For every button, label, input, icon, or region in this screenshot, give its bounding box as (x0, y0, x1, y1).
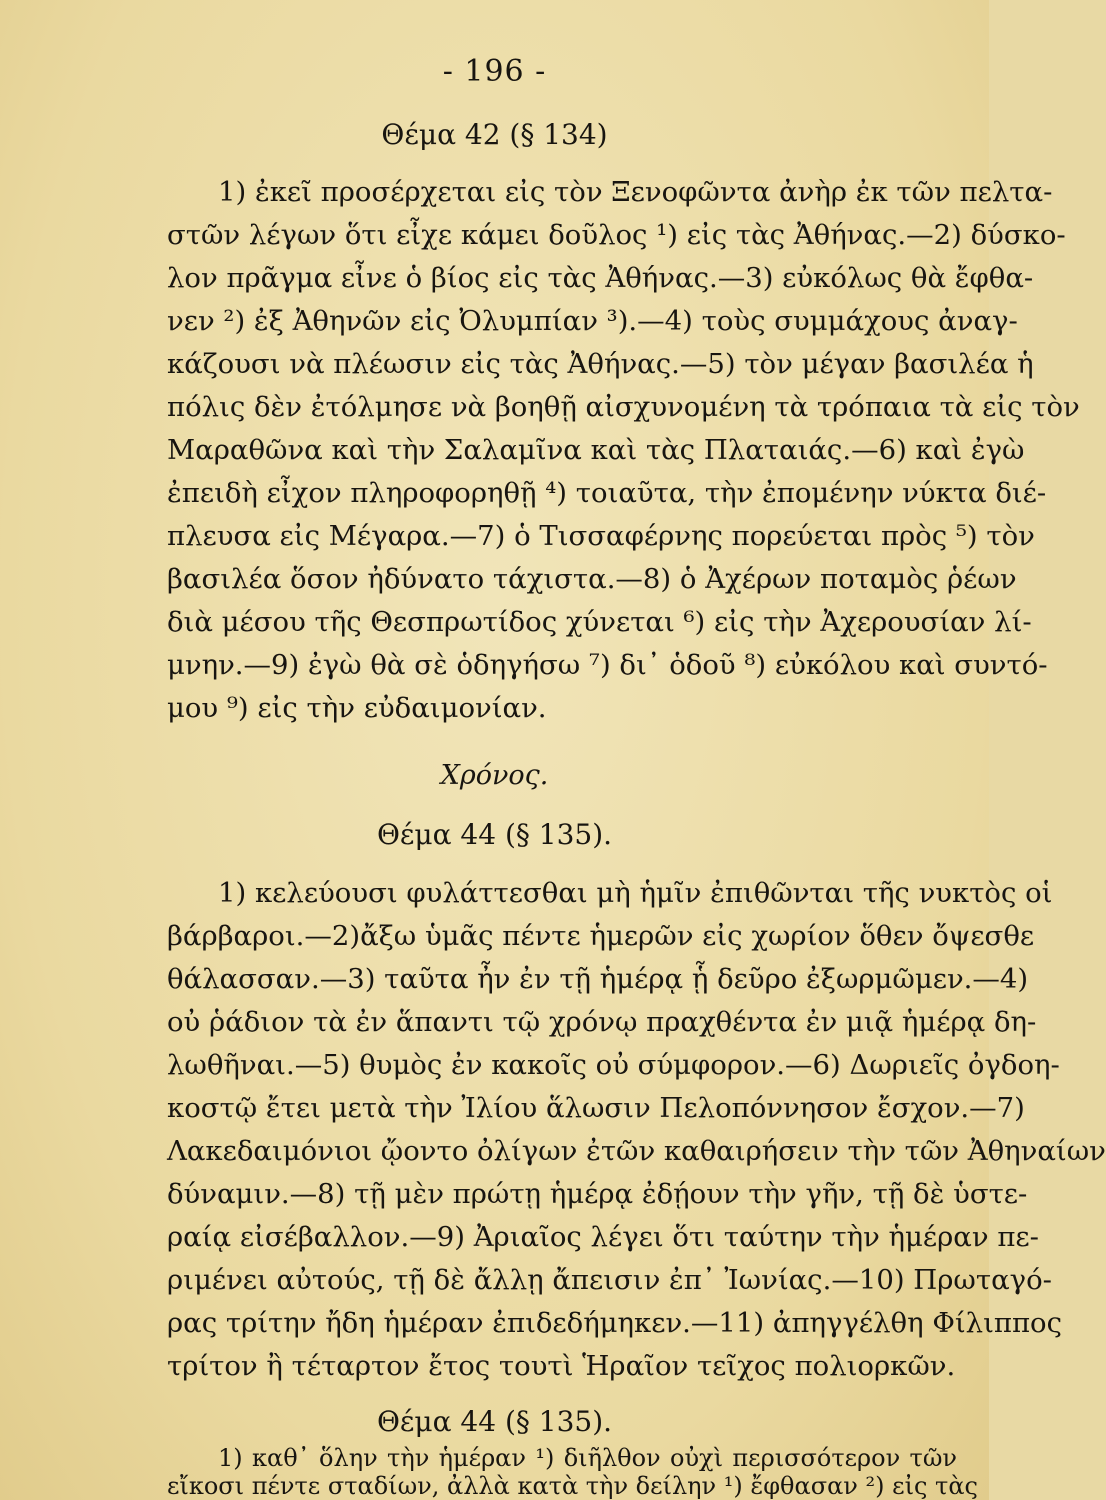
text-line: τρίτον ἢ τέταρτον ἔτος τουτὶ Ἡραῖον τεῖχος πολιορκῶν. (167, 1350, 956, 1382)
text-line: δύναμιν.—8) τῇ μὲν πρώτῃ ἡμέρᾳ ἐδῄουν τὴν γῆν, τῇ δὲ ὑστε- (167, 1178, 1028, 1210)
text-line: ραίᾳ εἰσέβαλλον.—9) Ἀριαῖος λέγει ὅτι ταύτην τὴν ἡμέραν πε- (167, 1221, 1039, 1253)
text-line: κάζουσι νὰ πλέωσιν εἰς τὰς Ἀθήνας.—5) τὸν μέγαν βασιλέα ἡ (167, 348, 1034, 380)
text-line: στῶν λέγων ὅτι εἶχε κάμει δοῦλος ¹) εἰς τὰς Ἀθήνας.—2) δύσκο- (167, 219, 1066, 251)
text-line: εἴκοσι πέντε σταδίων, ἀλλὰ κατὰ τὴν δείλην ¹) ἔφθασαν ²) εἰς τὰς (167, 1472, 978, 1500)
text-line: μνην.—9) ἐγὼ θὰ σὲ ὁδηγήσω ⁷) δι᾽ ὁδοῦ ⁸) εὐκόλου καὶ συντό- (167, 649, 1048, 681)
text-line: ριμένει αὐτούς, τῇ δὲ ἄλλῃ ἄπεισιν ἐπ᾽ Ἰωνίας.—10) Πρωταγό- (167, 1264, 1052, 1296)
text-line: λον πρᾶγμα εἶνε ὁ βίος εἰς τὰς Ἀθήνας.—3) εὐκόλως θὰ ἔφθα- (167, 262, 1034, 294)
text-line: διὰ μέσου τῆς Θεσπρωτίδος χύνεται ⁶) εἰς τὴν Ἀχερουσίαν λί- (167, 606, 1032, 638)
text-line: νεν ²) ἐξ Ἀθηνῶν εἰς Ὀλυμπίαν ³).—4) τοὺς συμμάχους ἀναγ- (167, 305, 1018, 337)
text-line: Μαραθῶνα καὶ τὴν Σαλαμῖνα καὶ τὰς Πλαταιάς.—6) καὶ ἐγὼ (167, 434, 1025, 466)
section-heading-theme-44-second: Θέμα 44 (§ 135). (376, 1405, 613, 1438)
text-line: 1) καθ᾽ ὅλην τὴν ἡμέραν ¹) διῆλθον οὐχὶ περισσότερον τῶν (218, 1444, 957, 1472)
text-line: ρας τρίτην ἤδη ἡμέραν ἐπιδεδήμηκεν.—11) ἀπηγγέλθη Φίλιππος (167, 1307, 1062, 1339)
section-heading-theme-44: Θέμα 44 (§ 135). (376, 818, 613, 851)
text-line: πλευσα εἰς Μέγαρα.—7) ὁ Τισσαφέρνης πορεύεται πρὸς ⁵) τὸν (167, 520, 1035, 552)
text-line: ἐπειδὴ εἶχον πληροφορηθῇ ⁴) τοιαῦτα, τὴν ἐπομένην νύκτα διέ- (167, 477, 1047, 509)
text-line: λωθῆναι.—5) θυμὸς ἐν κακοῖς οὐ σύμφορον.—6) Δωριεῖς ὀγδοη- (167, 1049, 1060, 1081)
text-line: πόλις δὲν ἐτόλμησε νὰ βοηθῇ αἰσχυνομένη τὰ τρόπαια τὰ εἰς τὸν (167, 391, 1080, 423)
text-line: οὐ ῥάδιον τὰ ἐν ἅπαντι τῷ χρόνῳ πραχθέντα ἐν μιᾷ ἡμέρᾳ δη- (167, 1006, 1037, 1038)
text-line: βάρβαροι.—2)ἄξω ὑμᾶς πέντε ἡμερῶν εἰς χωρίον ὅθεν ὄψεσθε (167, 920, 1035, 952)
page-number: - 196 - (442, 54, 547, 89)
subheading-chronos: Χρόνος. (440, 760, 549, 791)
section-heading-theme-42: Θέμα 42 (§ 134) (381, 118, 608, 151)
text-line: 1) κελεύουσι φυλάττεσθαι μὴ ἡμῖν ἐπιθῶνται τῆς νυκτὸς οἱ (218, 877, 1053, 909)
text-line: βασιλέα ὅσον ἠδύνατο τάχιστα.—8) ὁ Ἀχέρων ποταμὸς ῥέων (167, 563, 1017, 595)
text-line: 1) ἐκεῖ προσέρχεται εἰς τὸν Ξενοφῶντα ἀνὴρ ἐκ τῶν πελτα- (218, 176, 1053, 208)
text-line: θάλασσαν.—3) ταῦτα ἦν ἐν τῇ ἡμέρᾳ ᾗ δεῦρο ἐξωρμῶμεν.—4) (167, 963, 1029, 995)
text-line: Λακεδαιμόνιοι ᾤοντο ὀλίγων ἐτῶν καθαιρήσειν τὴν τῶν Ἀθηναίων (167, 1135, 1106, 1167)
text-line: κοστῷ ἔτει μετὰ τὴν Ἰλίου ἅλωσιν Πελοπόννησον ἔσχον.—7) (167, 1092, 1025, 1124)
text-line: μου ⁹) εἰς τὴν εὐδαιμονίαν. (167, 692, 547, 724)
